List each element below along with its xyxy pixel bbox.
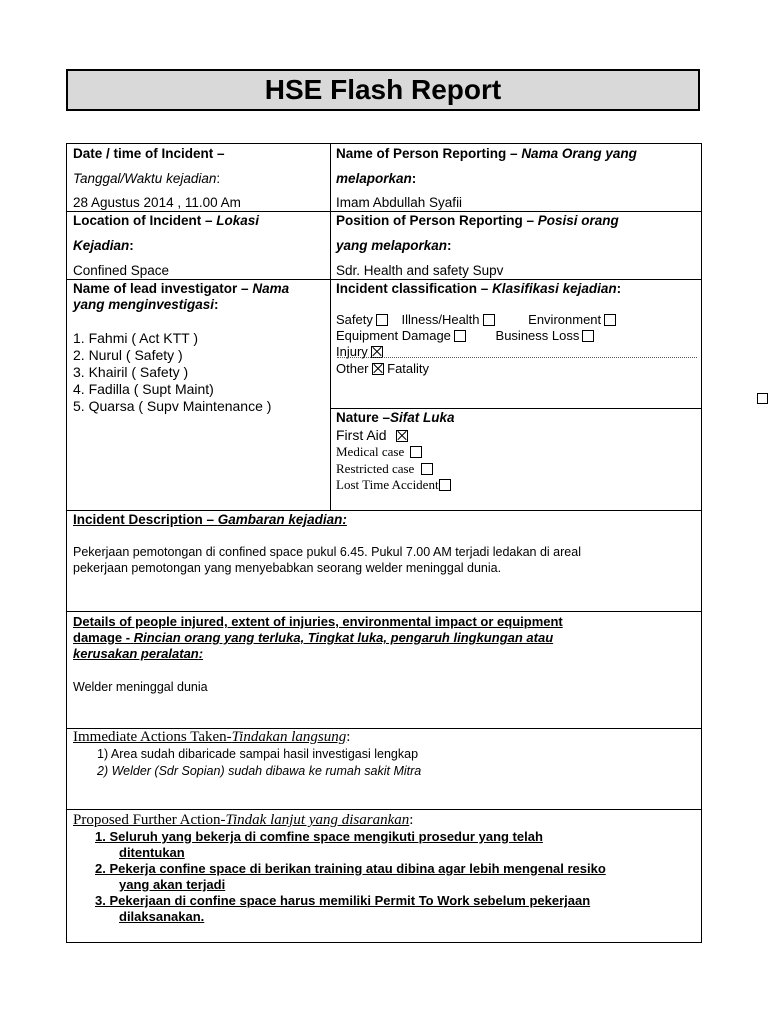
lead-investigator-cell: Name of lead investigator – Nama yang menginvestigasi: 1. Fahmi ( Act KTT ) 2. Nurul ( Safety ) 3. Khairil ( Safety ) 4. Fadilla ( Supt Maint) 5. Quarsa ( Supv Maintenance ) bbox=[73, 281, 290, 414]
medical-label: Medical case bbox=[336, 444, 405, 459]
first-aid-checkbox[interactable] bbox=[396, 430, 408, 442]
list-item: 2. Nurul ( Safety ) bbox=[73, 347, 183, 363]
nature-label-id: Sifat Luka bbox=[390, 410, 455, 425]
proposed-actions-list bbox=[95, 829, 606, 925]
person-reporting-label-id-2: melaporkan bbox=[336, 171, 412, 186]
location-cell: Location of Incident – Lokasi Kejadian: Confined Space bbox=[73, 213, 260, 278]
list-item: yang akan terjadi bbox=[119, 877, 226, 892]
lost-time-label: Lost Time Accident bbox=[336, 477, 439, 492]
immediate-label-id: Tindakan langsung bbox=[231, 729, 347, 745]
business-label: Business Loss bbox=[495, 328, 580, 343]
medical-checkbox[interactable] bbox=[410, 446, 422, 458]
report-form bbox=[66, 143, 702, 943]
description-cell bbox=[67, 510, 701, 611]
lead-investigator-label-id-2: yang menginvestigasi bbox=[73, 297, 215, 312]
lead-investigator-label-id: Nama bbox=[252, 281, 290, 296]
description-label: Incident Description – bbox=[73, 512, 215, 527]
list-item: 1) Area sudah dibaricade sampai hasil investigasi lengkap bbox=[97, 747, 419, 761]
other-label: Other bbox=[336, 361, 369, 376]
date-time-label-id: Tanggal/Waktu kejadian bbox=[73, 171, 217, 186]
immediate-actions-list bbox=[97, 746, 421, 780]
details-line-3: kerusakan peralatan bbox=[73, 646, 199, 661]
report-title: HSE Flash Report bbox=[66, 69, 700, 111]
location-value: Confined Space bbox=[73, 263, 170, 278]
list-item: 2) Welder (Sdr Sopian) sudah dibawa ke rumah sakit Mitra bbox=[97, 764, 422, 778]
environment-checkbox[interactable] bbox=[604, 314, 616, 326]
proposed-label: Proposed Further Action- bbox=[73, 812, 226, 828]
description-line-1: Pekerjaan pemotongan di confined space pukul 6.45. Pukul 7.00 AM terjadi ledakan di areal bbox=[73, 545, 581, 559]
details-line-2b: Rincian orang yang terluka, Tingkat luka, pengaruh lingkungan atau bbox=[133, 630, 554, 645]
lost-time-checkbox[interactable] bbox=[439, 479, 451, 491]
list-item: 1. Fahmi ( Act KTT ) bbox=[73, 330, 198, 346]
position-label-id-2: yang melaporkan bbox=[336, 238, 448, 253]
illness-label: Illness/Health bbox=[401, 312, 480, 327]
description-label-id: Gambaran kejadian: bbox=[217, 512, 347, 527]
person-reporting-label-id: Nama Orang yang bbox=[521, 146, 637, 161]
dotted-divider bbox=[337, 357, 697, 358]
list-item: 3. Pekerjaan di confine space harus memiliki Permit To Work sebelum pekerjaan bbox=[95, 893, 591, 908]
environment-label: Environment bbox=[528, 312, 602, 327]
list-item: dilaksanakan. bbox=[119, 909, 205, 924]
description-line-2: pekerjaan pemotongan yang menyebabkan seorang welder meninggal dunia. bbox=[73, 561, 502, 575]
classification-cell: Incident classification – Klasifikasi kejadian: Safety Illness/Health Environment Equipment Damage Business Loss Injury Other Fatality bbox=[336, 281, 622, 376]
position-cell: Position of Person Reporting – Posisi orang yang melaporkan: Sdr. Health and safety Supv bbox=[336, 213, 619, 278]
date-time-value: 28 Agustus 2014 , 11.00 Am bbox=[73, 195, 241, 210]
person-reporting-value: Imam Abdullah Syafii bbox=[336, 195, 463, 210]
equipment-checkbox[interactable] bbox=[454, 330, 466, 342]
location-label: Location of Incident – bbox=[73, 213, 213, 228]
date-time-cell: Date / time of Incident – Tanggal/Waktu kejadian: 28 Agustus 2014 , 11.00 Am bbox=[73, 146, 241, 210]
margin-checkbox[interactable] bbox=[757, 393, 768, 404]
list-item: 4. Fadilla ( Supt Maint) bbox=[73, 381, 214, 397]
restricted-checkbox[interactable] bbox=[421, 463, 433, 475]
equipment-label: Equipment Damage bbox=[336, 328, 451, 343]
safety-label: Safety bbox=[336, 312, 373, 327]
details-cell: Details of people injured, extent of injuries, environmental impact or equipment damage - Rincian orang yang terluka, Tingkat luka, pengaruh lingkungan atau kerusakan peralatan: Welder meninggal dunia bbox=[73, 614, 563, 694]
details-line-1: Details of people injured, extent of injuries, environmental impact or equipment bbox=[73, 614, 563, 629]
position-label-id: Posisi orang bbox=[537, 213, 619, 228]
list-item: 3. Khairil ( Safety ) bbox=[73, 364, 189, 380]
proposed-actions-cell: Proposed Further Action-Tindak lanjut yang disarankan: 1. Seluruh yang bekerja di comfine space mengikuti prosedur yang telah ditentukan 2. Pekerja confine space di berikan training atau dibina agar lebih mengenal resiko yang akan terjadi 3. Pekerjaan di confine space harus memiliki Permit To Work sebelum pekerjaan dilaksanakan. bbox=[73, 812, 606, 924]
location-label-id-2: Kejadian bbox=[73, 238, 130, 253]
person-reporting-cell: Name of Person Reporting – Nama Orang yang melaporkan: Imam Abdullah Syafii bbox=[336, 146, 637, 210]
immediate-label: Immediate Actions Taken- bbox=[73, 729, 232, 745]
details-line-2a: damage - bbox=[73, 630, 131, 645]
list-item: 5. Quarsa ( Supv Maintenance ) bbox=[73, 398, 272, 414]
nature-label: Nature – bbox=[336, 410, 391, 425]
classification-label: Incident classification – bbox=[336, 281, 489, 296]
illness-checkbox[interactable] bbox=[483, 314, 495, 326]
safety-checkbox[interactable] bbox=[376, 314, 388, 326]
nature-cell bbox=[330, 408, 701, 510]
list-item: 2. Pekerja confine space di berikan training atau dibina agar lebih mengenal resiko bbox=[95, 861, 606, 876]
restricted-label: Restricted case bbox=[336, 461, 415, 476]
business-checkbox[interactable] bbox=[582, 330, 594, 342]
list-item: ditentukan bbox=[119, 845, 185, 860]
classification-label-id: Klasifikasi kejadian bbox=[492, 281, 617, 296]
immediate-actions-cell: Immediate Actions Taken-Tindakan langsung: 1) Area sudah dibaricade sampai hasil investigasi lengkap 2) Welder (Sdr Sopian) sudah dibawa ke rumah sakit Mitra bbox=[73, 729, 422, 778]
proposed-label-id: Tindak lanjut yang disarankan bbox=[225, 812, 410, 828]
date-time-label: Date / time of Incident – bbox=[73, 146, 225, 161]
lead-investigator-label: Name of lead investigator – bbox=[73, 281, 249, 296]
details-value: Welder meninggal dunia bbox=[73, 680, 208, 694]
list-item: 1. Seluruh yang bekerja di comfine space mengikuti prosedur yang telah bbox=[95, 829, 543, 844]
location-label-id: Lokasi bbox=[216, 213, 260, 228]
fatality-label: Fatality bbox=[387, 361, 430, 376]
person-reporting-label: Name of Person Reporting – bbox=[336, 146, 518, 161]
position-label: Position of Person Reporting – bbox=[336, 213, 535, 228]
investigator-list bbox=[73, 330, 271, 415]
other-checkbox[interactable] bbox=[372, 363, 384, 375]
position-value: Sdr. Health and safety Supv bbox=[336, 263, 504, 278]
injury-label: Injury bbox=[336, 344, 368, 359]
first-aid-label: First Aid bbox=[336, 427, 387, 443]
